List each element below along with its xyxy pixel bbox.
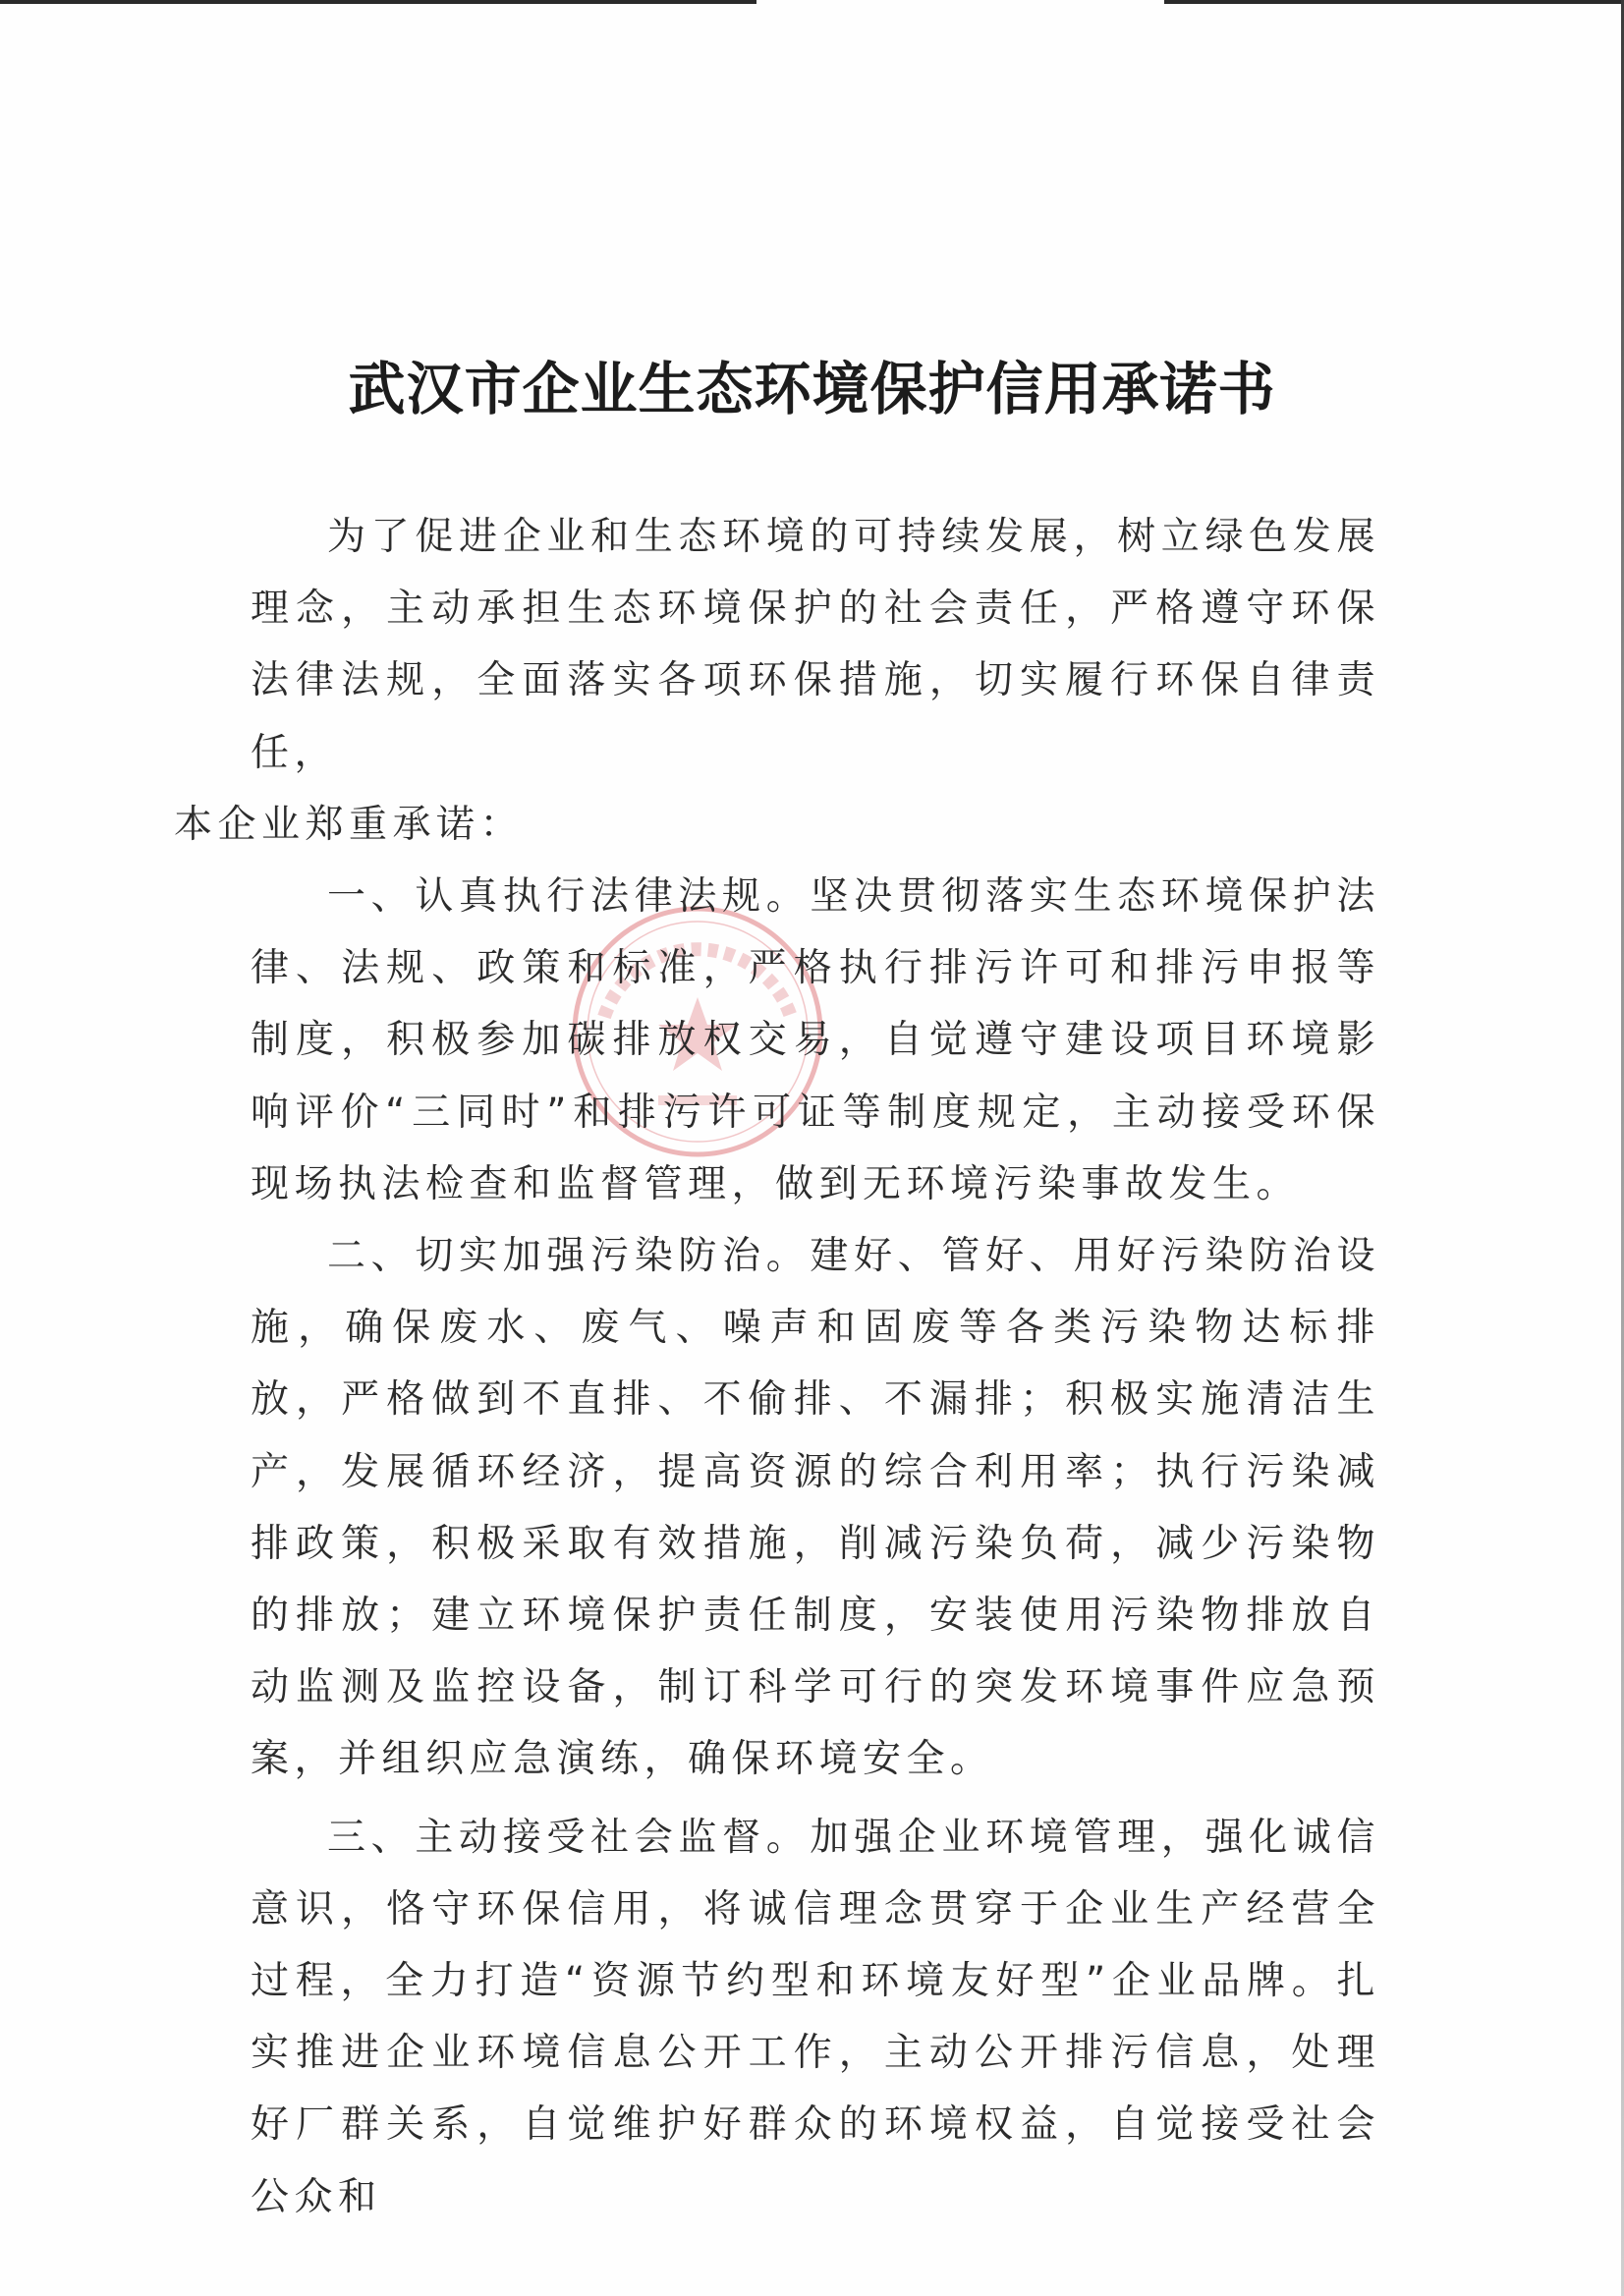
paragraph-section-2: 二、切实加强污染防治。建好、管好、用好污染防治设施，确保废水、废气、噪声和固废等各类污染物达标排放，严格做到不直排、不偷排、不漏排；积极实施清洁生产，发展循环经济，提高资源的综合利用率；执行污染减排政策，积极采取有效措施，削减污染负荷，减少污染物的排放；建立环境保护责任制度，安装使用污染物排放自动监测及监控设备，制订科学可行的突发环境事件应急预案，并组织应急演练，确保环境安全。 (251, 1234, 1380, 1782)
document-title: 武汉市企业生态环境保护信用承诺书 (348, 356, 1276, 422)
paragraph-section-1: 一、认真执行法律法规。坚决贯彻落实生态环境保护法律、法规、政策和标准，严格执行排污许可和排污申报等制度，积极参加碳排放权交易，自觉遵守建设项目环境影响评价“三同时”和排污许可证等制度规定，主动接受环保现场执法检查和监督管理，做到无环境污染事故发生。 (251, 874, 1380, 1206)
scan-edge-top-right (1164, 0, 1624, 4)
paragraph-intro-closing: 本企业郑重承诺： (174, 802, 525, 847)
paragraph-section-3: 三、主动接受社会监督。加强企业环境管理，强化诚信意识，恪守环保信用，将诚信理念贯穿于企业生产经营全过程，全力打造“资源节约型和环境友好型”企业品牌。扎实推进企业环境信息公开工作，主动公开排污信息，处理好厂群关系，自觉维护好群众的环境权益，自觉接受社会公众和 (251, 1815, 1380, 2219)
document-body (174, 501, 1380, 2233)
paragraph-intro-text: 为了促进企业和生态环境的可持续发展，树立绿色发展理念，主动承担生态环境保护的社会责任，严格遵守环保法律法规，全面落实各项环保措施，切实履行环保自律责任， (251, 515, 1380, 775)
paragraph-intro (174, 501, 1380, 861)
scan-edge-top-left (0, 0, 756, 4)
